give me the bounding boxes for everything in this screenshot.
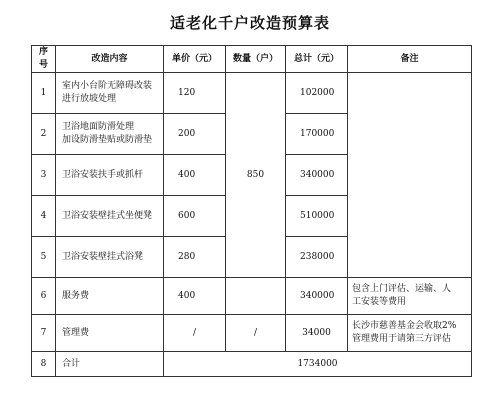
row-content	[56, 114, 164, 155]
table-header-row	[32, 46, 472, 73]
footer-seq: 8	[32, 352, 56, 377]
row-total: 510000	[286, 196, 348, 237]
header-qty: 数量（户）	[226, 46, 286, 73]
table-footer-row	[32, 352, 472, 377]
header-total: 总计（元）	[286, 46, 348, 73]
row-content: 服务费	[56, 278, 164, 315]
row-total: 340000	[286, 155, 348, 196]
row-note-line: 管理费用于请第三方评估	[352, 334, 452, 344]
row-seq: 3	[32, 155, 56, 196]
row-seq: 5	[32, 237, 56, 278]
row-content: 卫浴安装壁挂式坐便凳	[56, 196, 164, 237]
row-note	[348, 278, 472, 315]
row-total: 170000	[286, 114, 348, 155]
row-content: 管理费	[56, 315, 164, 352]
row-price: 280	[164, 237, 226, 278]
row-seq: 6	[32, 278, 56, 315]
row-content-line: 加设防滑垫贴或防滑垫	[62, 135, 153, 145]
header-content: 改造内容	[56, 46, 164, 73]
row-price: 120	[164, 73, 226, 114]
row-note-line: 工安装等费用	[352, 297, 407, 307]
header-note: 备注	[348, 46, 472, 73]
row-total: 340000	[286, 278, 348, 315]
row-seq: 1	[32, 73, 56, 114]
table-row	[32, 73, 472, 114]
row-content-line: 卫浴地面防滑处理	[62, 122, 135, 132]
row-content-line: 进行放坡处理	[62, 94, 117, 104]
row-price: 400	[164, 155, 226, 196]
row-price: 200	[164, 114, 226, 155]
shared-qty-cell: 850	[226, 73, 286, 278]
row-note	[348, 315, 472, 352]
row-seq: 4	[32, 196, 56, 237]
row-price: /	[164, 315, 226, 352]
row-content-line: 室内小台阶无障碍改装	[62, 81, 153, 91]
table-row	[32, 278, 472, 315]
note-empty-cell	[348, 73, 472, 278]
table-row	[32, 315, 472, 352]
row-total: 102000	[286, 73, 348, 114]
row-note-line: 长沙市慈善基金会收取2%	[352, 321, 457, 331]
row-total: 238000	[286, 237, 348, 278]
row-content: 卫浴安装扶手或抓杆	[56, 155, 164, 196]
row-content: 卫浴安装壁挂式浴凳	[56, 237, 164, 278]
row-price: 600	[164, 196, 226, 237]
row-qty: /	[226, 315, 286, 352]
row-content	[56, 73, 164, 114]
row-seq: 2	[32, 114, 56, 155]
budget-table	[31, 45, 472, 377]
header-price: 单价（元）	[164, 46, 226, 73]
row-total: 34000	[286, 315, 348, 352]
row-price: 400	[164, 278, 226, 315]
row-seq: 7	[32, 315, 56, 352]
row-note-line: 包含上门评估、运输、人	[352, 284, 452, 294]
row-qty	[226, 278, 286, 315]
footer-total: 1734000	[164, 352, 472, 377]
page-title: 适老化千户改造预算表	[169, 14, 330, 32]
header-seq: 序号	[32, 46, 56, 73]
footer-label: 合计	[56, 352, 164, 377]
